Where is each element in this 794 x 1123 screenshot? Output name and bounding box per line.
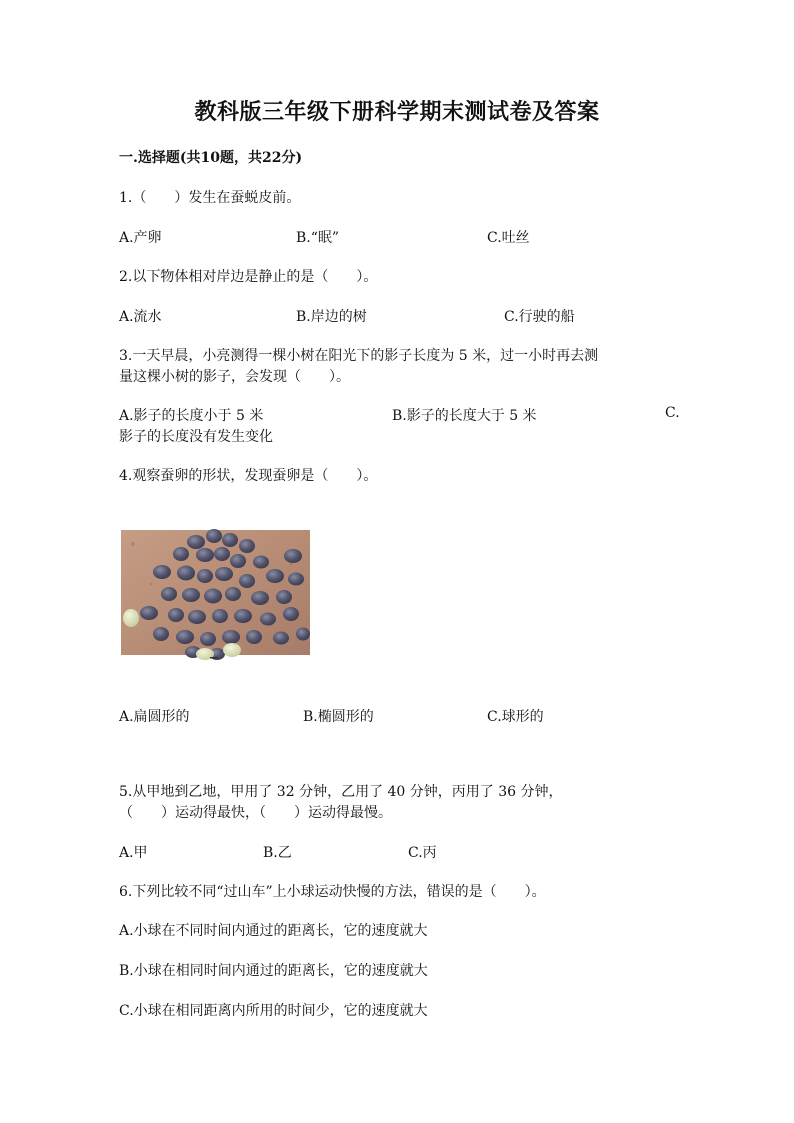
silkworm-eggs-photo — [121, 524, 310, 661]
question-2-option-b: B.岸边的树 — [296, 309, 367, 325]
question-1-option-b: B.“眠” — [296, 230, 340, 246]
question-6-option-a: A.小球在不同时间内通过的距离长，它的速度就大 — [119, 923, 428, 939]
question-4-option-a: A.扁圆形的 — [119, 709, 190, 725]
question-6-option-c: C.小球在相同距离内所用的时间少，它的速度就大 — [119, 1003, 428, 1019]
question-2-option-a: A.流水 — [119, 309, 162, 325]
question-3-option-b: B.影子的长度大于 5 米 — [392, 408, 537, 424]
question-2-stem: 2.以下物体相对岸边是静止的是（ ）。 — [119, 269, 378, 285]
question-5-option-c: C.丙 — [408, 845, 437, 861]
question-4-option-b: B.椭圆形的 — [303, 709, 374, 725]
question-4-option-c: C.球形的 — [487, 709, 544, 725]
question-6-option-b: B.小球在相同时间内通过的距离长，它的速度就大 — [119, 963, 428, 979]
question-3-option-c: C. — [665, 405, 680, 421]
question-5-option-a: A.甲 — [119, 845, 148, 861]
section-heading: 一.选择题(共10题，共22分) — [119, 150, 303, 166]
question-1-stem: 1.（ ）发生在蚕蜕皮前。 — [119, 190, 301, 206]
question-1-option-a: A.产卵 — [119, 230, 162, 246]
question-6-stem: 6.下列比较不同“过山车”上小球运动快慢的方法，错误的是（ ）。 — [119, 884, 546, 900]
question-3-option-c-text: 影子的长度没有发生变化 — [119, 429, 273, 445]
question-1-option-c: C.吐丝 — [487, 230, 530, 246]
question-4-stem: 4.观察蚕卵的形状，发现蚕卵是（ ）。 — [119, 468, 378, 484]
question-3-stem-line-2: 量这棵小树的影子，会发现（ ）。 — [119, 369, 350, 385]
page-title: 教科版三年级下册科学期末测试卷及答案 — [194, 99, 600, 125]
question-3-stem-line-1: 3.一天早晨，小亮测得一棵小树在阳光下的影子长度为 5 米，过一小时再去测 — [119, 348, 599, 364]
question-5-option-b: B.乙 — [263, 845, 292, 861]
question-3-option-a: A.影子的长度小于 5 米 — [119, 408, 264, 424]
question-5-stem-line-2: （ ）运动得最快，（ ）运动得最慢。 — [119, 805, 392, 821]
question-2-option-c: C.行驶的船 — [504, 309, 575, 325]
question-5-stem-line-1: 5.从甲地到乙地，甲用了 32 分钟，乙用了 40 分钟，丙用了 36 分钟， — [119, 784, 563, 800]
